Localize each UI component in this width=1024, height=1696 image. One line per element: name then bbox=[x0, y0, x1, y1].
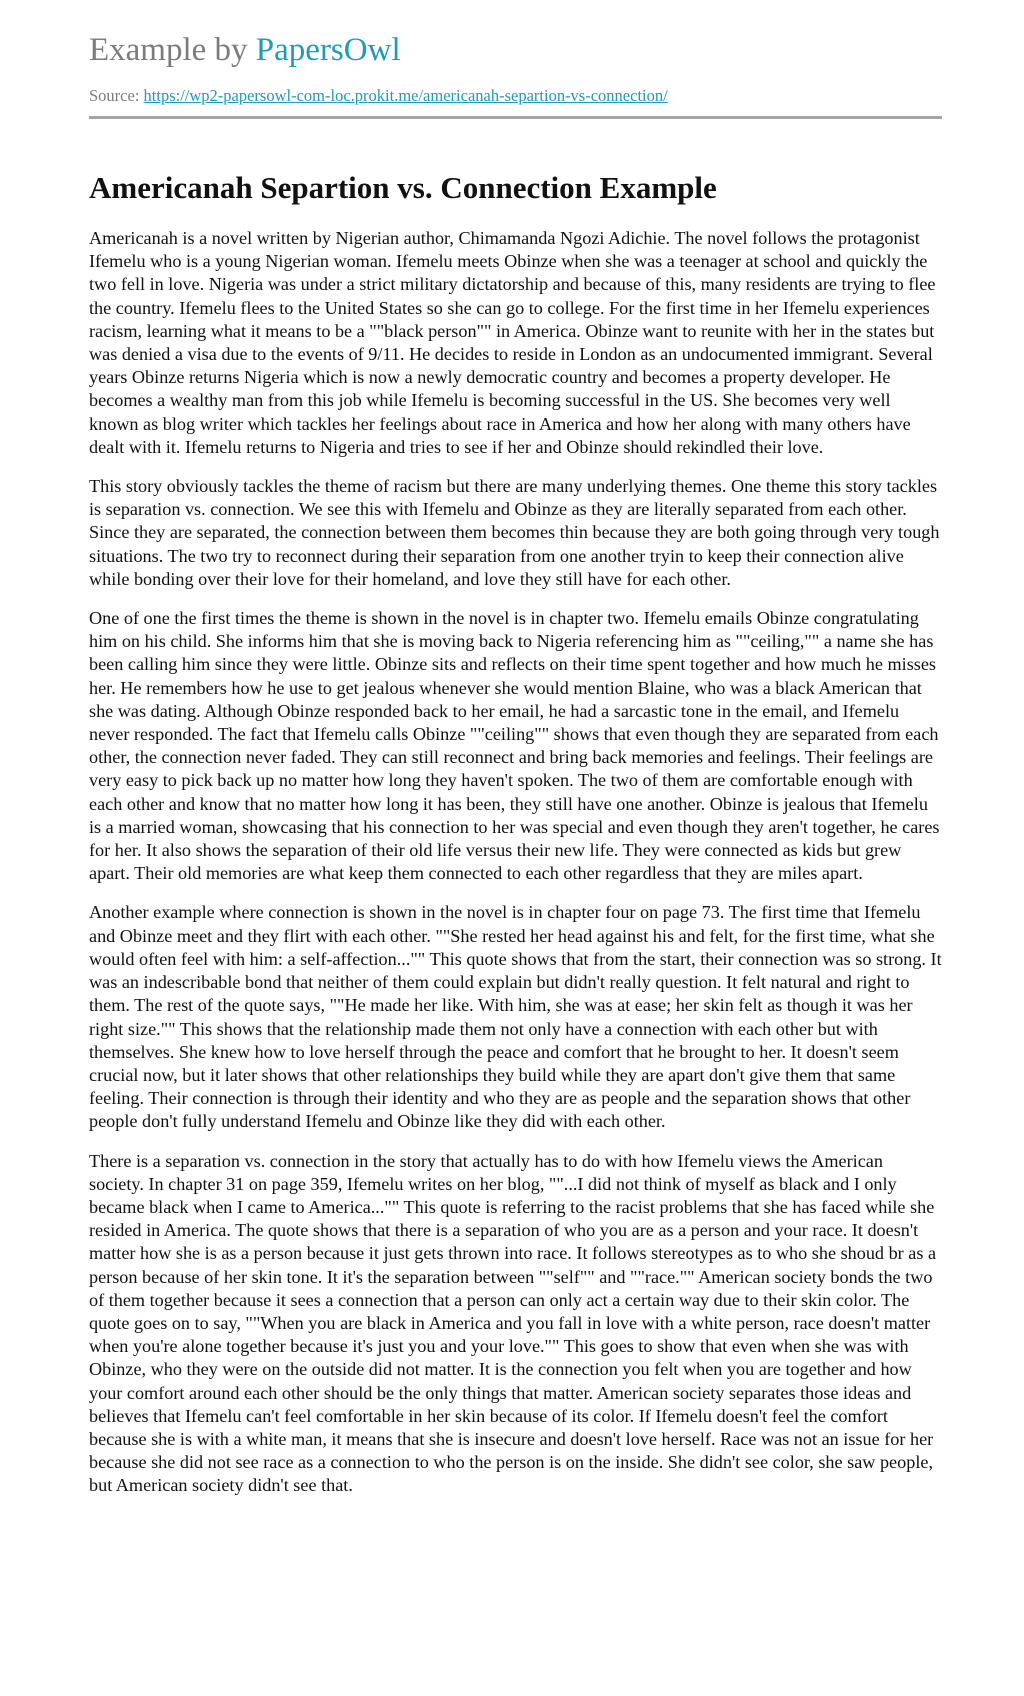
source-line bbox=[89, 85, 942, 106]
brand-header bbox=[89, 0, 942, 70]
article-title: Americanah Separtion vs. Connection Example bbox=[89, 170, 717, 205]
article-body bbox=[89, 227, 942, 1498]
brand-name: PapersOwl bbox=[255, 32, 401, 68]
brand-prefix: Example by bbox=[89, 32, 256, 68]
paragraph: Americanah is a novel written by Nigerian author, Chimamanda Ngozi Adichie. The novel follows the protagonist Ifemelu who is a young Nigerian woman. Ifemelu meets Obinze when she was a teenager at school and quickly the two fell in love. Nigeria was under a strict military dictatorship and because of this, many residents are trying to flee the country. Ifemelu flees to the United States so she can go to college. For the first time in her Ifemelu experiences racism, learning what it means to be a ""black person"" in America. Obinze want to reunite with her in the states but was denied a visa due to the events of 9/11. He decides to reside in London as an undocumented immigrant. Several years Obinze returns Nigeria which is now a newly democratic country and becomes a property developer. He becomes a wealthy man from this job while Ifemelu is becoming successful in the US. She becomes very well known as blog writer which tackles her feelings about race in America and how her along with many others have dealt with it. Ifemelu returns to Nigeria and tries to see if her and Obinze should rekindled their love. bbox=[89, 228, 936, 457]
paragraph: Another example where connection is shown in the novel is in chapter four on page 73. The first time that Ifemelu and Obinze meet and they flirt with each other. ""She rested her head against his and felt, for the first time, what she would often feel with him: a self-affection..."" This quote shows that from the start, their connection was so strong. It was an indescribable bond that neither of them could explain but didn't really question. It felt natural and right to them. The rest of the quote says, ""He made her like. With him, she was at ease; her skin felt as though it was her right size."" This shows that the relationship made them not only have a connection with each other but with themselves. She knew how to love herself through the peace and comfort that he brought to her. It doesn't seem crucial now, but it later shows that other relationships they build while they are apart don't give them that same feeling. Their connection is through their identity and who they are as people and the separation shows that other people don't fully understand Ifemelu and Obinze like they did with each other. bbox=[89, 902, 942, 1132]
header-divider bbox=[89, 116, 942, 119]
source-label: Source: bbox=[89, 86, 144, 105]
paragraph: One of one the first times the theme is shown in the novel is in chapter two. Ifemelu emails Obinze congratulating him on his child. She informs him that she is moving back to Nigeria referencing him as ""ceiling,"" a name she has been calling him since they were little. Obinze sits and reflects on their time spent together and how much he misses her. He remembers how he use to get jealous whenever she would mention Blaine, who was a black American that she was dating. Although Obinze responded back to her email, he had a sarcastic tone in the email, and Ifemelu never responded. The fact that Ifemelu calls Obinze ""ceiling"" shows that even though they are separated from each other, the connection never faded. They can still reconnect and bring back memories and feelings. Their feelings are very easy to pick back up no matter how long they haven't spoken. The two of them are comfortable enough with each other and know that no matter how long it has been, they still have one another. Obinze is jealous that Ifemelu is a married woman, showcasing that his connection to her was special and even though they aren't together, he cares for her. It also shows the separation of their old life versus their new life. They were connected as kids but grew apart. Their old memories are what keep them connected to each other regardless that they are miles apart. bbox=[89, 608, 940, 884]
document-page bbox=[89, 0, 942, 1514]
source-link[interactable]: https://wp2-papersowl-com-loc.prokit.me/americanah-separtion-vs-connection/ bbox=[143, 86, 668, 105]
paragraph: There is a separation vs. connection in the story that actually has to do with how Ifemelu views the American society. In chapter 31 on page 359, Ifemelu writes on her blog, ""...I did not think of myself as black and I only became black when I came to America..."" This quote is referring to the racist problems that she has faced while she resided in America. The quote shows that there is a separation of who you are as a person and your race. It doesn't matter how she is as a person because it just gets thrown into race. It follows stereotypes as to who she shoud br as a person because of her skin tone. It it's the separation between ""self"" and ""race."" American society bonds the two of them together because it sees a connection that a person can only act a certain way due to their skin color. The quote goes on to say, ""When you are black in America and you fall in love with a white person, race doesn't matter when you're alone together because it's just you and your love."" This goes to show that even when she was with Obinze, who they were on the outside did not matter. It is the connection you felt when you are together and how your comfort around each other should be the only things that matter. American society separates those ideas and believes that Ifemelu can't feel comfortable in her skin because of its color. If Ifemelu doesn't feel the comfort because she is with a white man, it means that she is insecure and doesn't love herself. Race was not an issue for her because she did not see race as a connection to who the person is on the inside. She didn't see color, she saw people, but American society didn't see that. bbox=[89, 1150, 937, 1496]
paragraph: This story obviously tackles the theme of racism but there are many underlying themes. One theme this story tackles is separation vs. connection. We see this with Ifemelu and Obinze as they are literally separated from each other. Since they are separated, the connection between them becomes thin because they are both going through very tough situations. The two try to reconnect during their separation from one another tryin to keep their connection alive while bonding over their love for their homeland, and love they still have for each other. bbox=[89, 476, 940, 589]
